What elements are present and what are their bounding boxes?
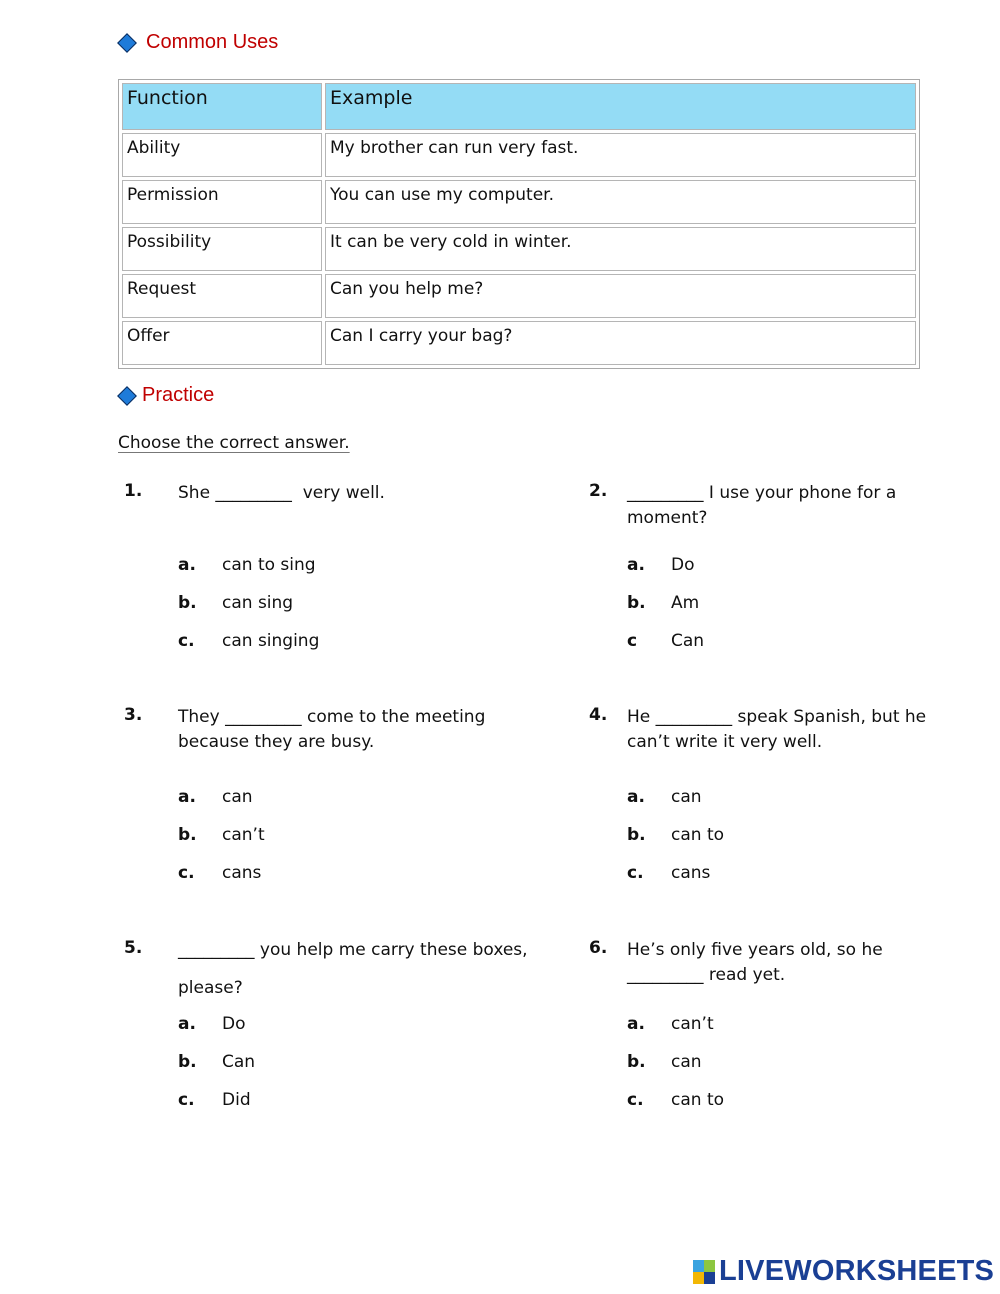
example-cell: It can be very cold in winter. xyxy=(325,227,916,271)
logo-text: LIVEWORKSHEETS xyxy=(719,1255,995,1287)
practice-title: Practice xyxy=(142,384,215,406)
question-text-line: He’s only five years old, so he xyxy=(627,940,883,960)
question-text-line: can’t write it very well. xyxy=(627,732,823,752)
example-cell: My brother can run very fast. xyxy=(325,133,916,177)
table-row xyxy=(122,274,916,318)
table-row xyxy=(122,321,916,365)
question-text-line: He _________ speak Spanish, but he xyxy=(627,707,927,727)
option-letter: a. xyxy=(627,787,645,807)
question-number: 5. xyxy=(124,938,143,958)
question-text-line: _________ read yet. xyxy=(627,965,786,985)
option-letter: c. xyxy=(178,863,195,883)
diamond-bullet-icon xyxy=(117,33,137,53)
option-letter: c. xyxy=(627,1090,644,1110)
example-cell: You can use my computer. xyxy=(325,180,916,224)
option-letter: a. xyxy=(178,1014,196,1034)
option-text: Can xyxy=(222,1052,256,1072)
liveworksheets-logo-icon xyxy=(693,1260,715,1284)
table-row xyxy=(122,133,916,177)
option-letter: a. xyxy=(178,787,196,807)
common-uses-heading xyxy=(120,31,278,54)
question-text xyxy=(178,931,568,1007)
question-text-line: because they are busy. xyxy=(178,732,375,752)
option-letter: b. xyxy=(627,825,646,845)
option-text: cans xyxy=(671,863,711,883)
column-header-example: Example xyxy=(325,83,916,130)
question-text-line: please? xyxy=(178,978,243,998)
option-letter: c. xyxy=(178,631,195,651)
question-text-line: _________ you help me carry these boxes, xyxy=(178,940,528,960)
diamond-bullet-icon xyxy=(117,386,137,406)
common-uses-title: Common Uses xyxy=(146,31,279,53)
question-text xyxy=(627,705,997,755)
option-text: can to xyxy=(671,825,725,845)
function-cell: Permission xyxy=(122,180,322,224)
question-text-line: _________ I use your phone for a xyxy=(627,483,897,503)
option-letter: c. xyxy=(627,863,644,883)
option-letter: a. xyxy=(178,555,196,575)
option-text: can singing xyxy=(222,631,320,651)
function-cell: Possibility xyxy=(122,227,322,271)
question-text xyxy=(627,481,987,531)
option-letter: b. xyxy=(178,825,197,845)
option-letter: b. xyxy=(627,1052,646,1072)
function-cell: Ability xyxy=(122,133,322,177)
question-text-line: They _________ come to the meeting xyxy=(178,707,486,727)
option-text: can xyxy=(671,787,702,807)
option-letter: a. xyxy=(627,555,645,575)
option-text: can xyxy=(671,1052,702,1072)
option-letter: c. xyxy=(178,1090,195,1110)
question-number: 1. xyxy=(124,481,143,501)
example-cell: Can I carry your bag? xyxy=(325,321,916,365)
instruction-text: Choose the correct answer. xyxy=(118,433,350,453)
question-text: She _________ very well. xyxy=(178,483,385,503)
option-text: can to sing xyxy=(222,555,316,575)
option-letter: a. xyxy=(627,1014,645,1034)
table-header-row xyxy=(122,83,916,130)
option-letter: c xyxy=(627,631,638,651)
column-header-function: Function xyxy=(122,83,322,130)
option-text: can to xyxy=(671,1090,725,1110)
table-row xyxy=(122,227,916,271)
function-cell: Offer xyxy=(122,321,322,365)
option-text: Am xyxy=(671,593,700,613)
option-text: Can xyxy=(671,631,705,651)
option-text: can’t xyxy=(671,1014,714,1034)
option-letter: b. xyxy=(178,593,197,613)
function-cell: Request xyxy=(122,274,322,318)
option-text: Do xyxy=(222,1014,246,1034)
example-cell: Can you help me? xyxy=(325,274,916,318)
practice-heading xyxy=(120,384,214,407)
question-number: 2. xyxy=(589,481,608,501)
option-text: Did xyxy=(222,1090,251,1110)
question-text xyxy=(178,705,558,755)
liveworksheets-logo xyxy=(693,1255,994,1288)
question-number: 4. xyxy=(589,705,608,725)
question-text xyxy=(627,938,987,988)
option-text: can’t xyxy=(222,825,265,845)
question-number: 6. xyxy=(589,938,608,958)
common-uses-table xyxy=(118,79,920,369)
option-text: can xyxy=(222,787,253,807)
option-text: Do xyxy=(671,555,695,575)
table-row xyxy=(122,180,916,224)
question-number: 3. xyxy=(124,705,143,725)
option-letter: b. xyxy=(178,1052,197,1072)
option-text: can sing xyxy=(222,593,294,613)
option-letter: b. xyxy=(627,593,646,613)
option-text: cans xyxy=(222,863,262,883)
question-text-line: moment? xyxy=(627,508,708,528)
